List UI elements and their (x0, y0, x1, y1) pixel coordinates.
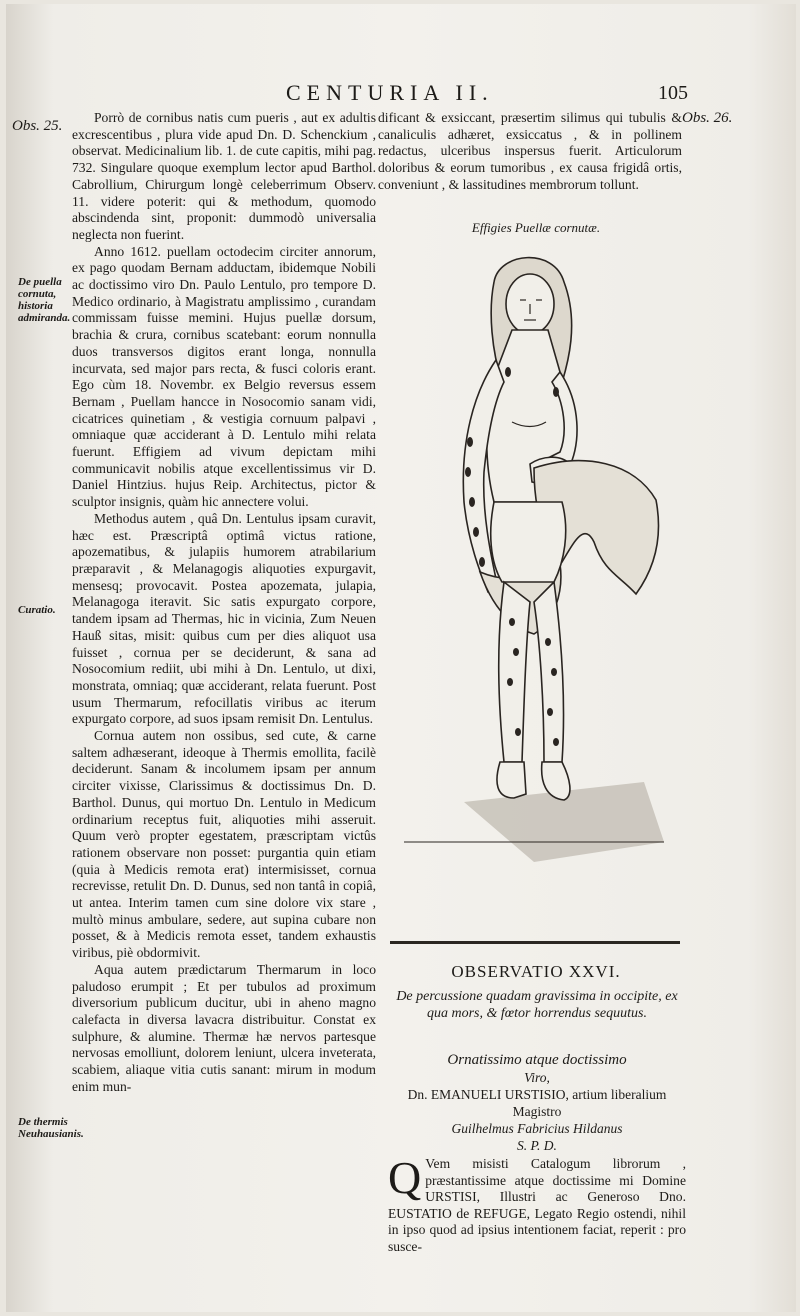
dedication (388, 1052, 686, 1154)
section-divider (390, 941, 680, 944)
paragraph: dificant & exsiccant, præsertim silimus qui tubulis & canaliculis adhæret, exsiccatus , & in pollinem redactus, ulceribus inspersus fuerit. Articulorum doloribus & eorum tumoribus , ex causa frigidâ ortis, conveniunt , & lassitudines membrorum tollunt. (378, 110, 682, 192)
dedication-line: Ornatissimo atque doctissimo (447, 1052, 627, 1068)
letter-text (388, 1152, 686, 1256)
drop-cap: Q (388, 1152, 422, 1203)
page-number: 105 (658, 82, 688, 104)
margin-note-obs26: Obs. 26. (682, 110, 733, 126)
book-page (6, 4, 796, 1312)
paragraph: Aqua autem prædictarum Thermarum in loco paludoso erumpit ; Et per tubulos ad proximum diversorium publicum ducitur, ubi in aheno magno calefacta in diversa lavacra distribuitur. Constat ex sulphure, & alumine. Thermæ hæ nervos partesque nervosas emolliunt, dolorem leniunt, ulcera inveterata, scabiem, aliaque vitia cutis sanant: mirum in modum enim mun- (72, 961, 376, 1094)
letter-body: Vem misisti Catalogum librorum , præstantissime atque doctissime mi Domine URSTISI, Illustri ac Generoso Dno. EUSTATIO de REFUGE, Legato Regio ostendi, nihil in ipso quod ad ipsius intentionem faciat, reperit : pro susce- (388, 1156, 686, 1254)
running-title: CENTURIA II. (286, 80, 494, 105)
observation-subtitle: De percussione quadam gravissima in occipite, ex qua mors, & fœtor horrendus sequutus. (396, 989, 678, 1021)
dedication-line: Dn. EMANUELI URSTISIO, artium liberalium Magistro (407, 1087, 667, 1119)
paragraph: Cornua autem non ossibus, sed cute, & carne saltem adhæserant, ideoque à Thermis emollita, facilè deciderunt. Sanam & incolumem ipsam per annum circiter vixisse, Clarissimus & doctissimus Dn. D. Barthol. Dunus, qui mortuo Dn. Lentulo in Medicum ordinarium receptus fuit, aliquoties mihi asseruit. Quum verò propter egestatem, præscriptam victûs rationem observare non posset: purgantia quin etiam (quia à Medicis remota erat) intermisisset, cornua recrevisse, retulit Dn. D. Dunus, sed non tantâ in copiâ, ut antea. Interim tamen cum sine dolore vix stare , multò minus ambulare, sedere, aut supina cubare non posset, & à Medicis remota esset, tandem exhaustis viribus, piè obdormivit. (72, 728, 376, 961)
page-header (6, 80, 796, 110)
dedication-line: Viro, (524, 1070, 550, 1085)
dedication-line: S. P. D. (517, 1138, 557, 1153)
margin-note-de-puella: De puella cornuta, historia admiranda. (18, 276, 71, 324)
woodcut-figure-horned-girl (384, 242, 680, 942)
left-text-column (72, 110, 376, 1288)
paragraph: Methodus autem , quâ Dn. Lentulus ipsam curavit, hæc est. Præscriptâ optimâ victus ratione, apozematibus, & julapiis humorem atrabilarium præparavit , & Melanagogis aliquoties expurgavit, mensesq; provocavit. Postea apozemata, julapia, Melanagoga iteravit. Sic satis expurgato corpore, tandem ipsam ad Thermas, hic in vicinia, Zum Neuen Hauß sitas, misit: quibus cum per dies aliquot usa fuisset , cornua per se deciderunt, & sana ad Nosocomium rediit, ubi mihi à Dn. Lentulo, ut dixi, monstrata, omniaq; quæ acciderant, relata fuerunt. Post usum Thermarum, refocillatis viribus ac iterum expurgato corpore, ad suos ipsam remisit Dn. Lentulus. (72, 510, 376, 727)
observation-heading: OBSERVATIO XXVI. (451, 962, 621, 981)
horned-girl-illustration (384, 242, 680, 942)
right-text-top (378, 110, 682, 206)
paragraph: Porrò de cornibus natis cum pueris , aut ex adultis excrescentibus , plura vide apud Dn. D. Schenckium , observat. Medicinalium lib. 1. de cute capitis, mihi pag. 732. Singulare quoque exemplum lector apud Barthol. Cabrollium, Chirurgum longè celeberrimum Observ. 11. videre poterit: qui & methodum, quomodo abscindenda sint, proponit: dummodò universalia neglecta non fuerint. (72, 110, 376, 242)
margin-note-curatio: Curatio. (18, 604, 56, 616)
paragraph: Anno 1612. puellam octodecim circiter annorum, ex pago quodam Bernam adductam, ibidemque Nobili ac doctissimo viro Dn. Paulo Lentulo, pro tempore D. Medico ordinario, à Magistratu amplissimo , curandam commissam fuisse memini. Hujus puellæ dorsum, brachia & crura, cornibus scatebant: eorum nonnulla duos transversos digitos erant longa, nonnulla incurvata, sed major pars recta, & fusci coloris erant. Ego cùm 18. Novembr. ex Belgio reversus essem Bernam , Puellam hancce in Nosocomio sanam vidi, cicatrices quinetiam , & vestigia cornuum palpavi , omniaque quæ acciderant à D. Lentulo mihi relata fuerunt. Effigiem ad vivum depictam mihi communicavit nobilis atque excellentissimus vir D. Daniel Hintzius. hujus Reip. Architectus, pictor & sculptor insignis, quàm hic annectere volui. (72, 243, 376, 510)
dedication-line: Guilhelmus Fabricius Hildanus (451, 1121, 623, 1136)
margin-note-obs25: Obs. 25. (12, 118, 63, 134)
margin-note-de-thermis: De thermis Neuhausianis. (18, 1116, 84, 1140)
figure-caption: Effigies Puellæ cornutæ. (471, 220, 601, 235)
